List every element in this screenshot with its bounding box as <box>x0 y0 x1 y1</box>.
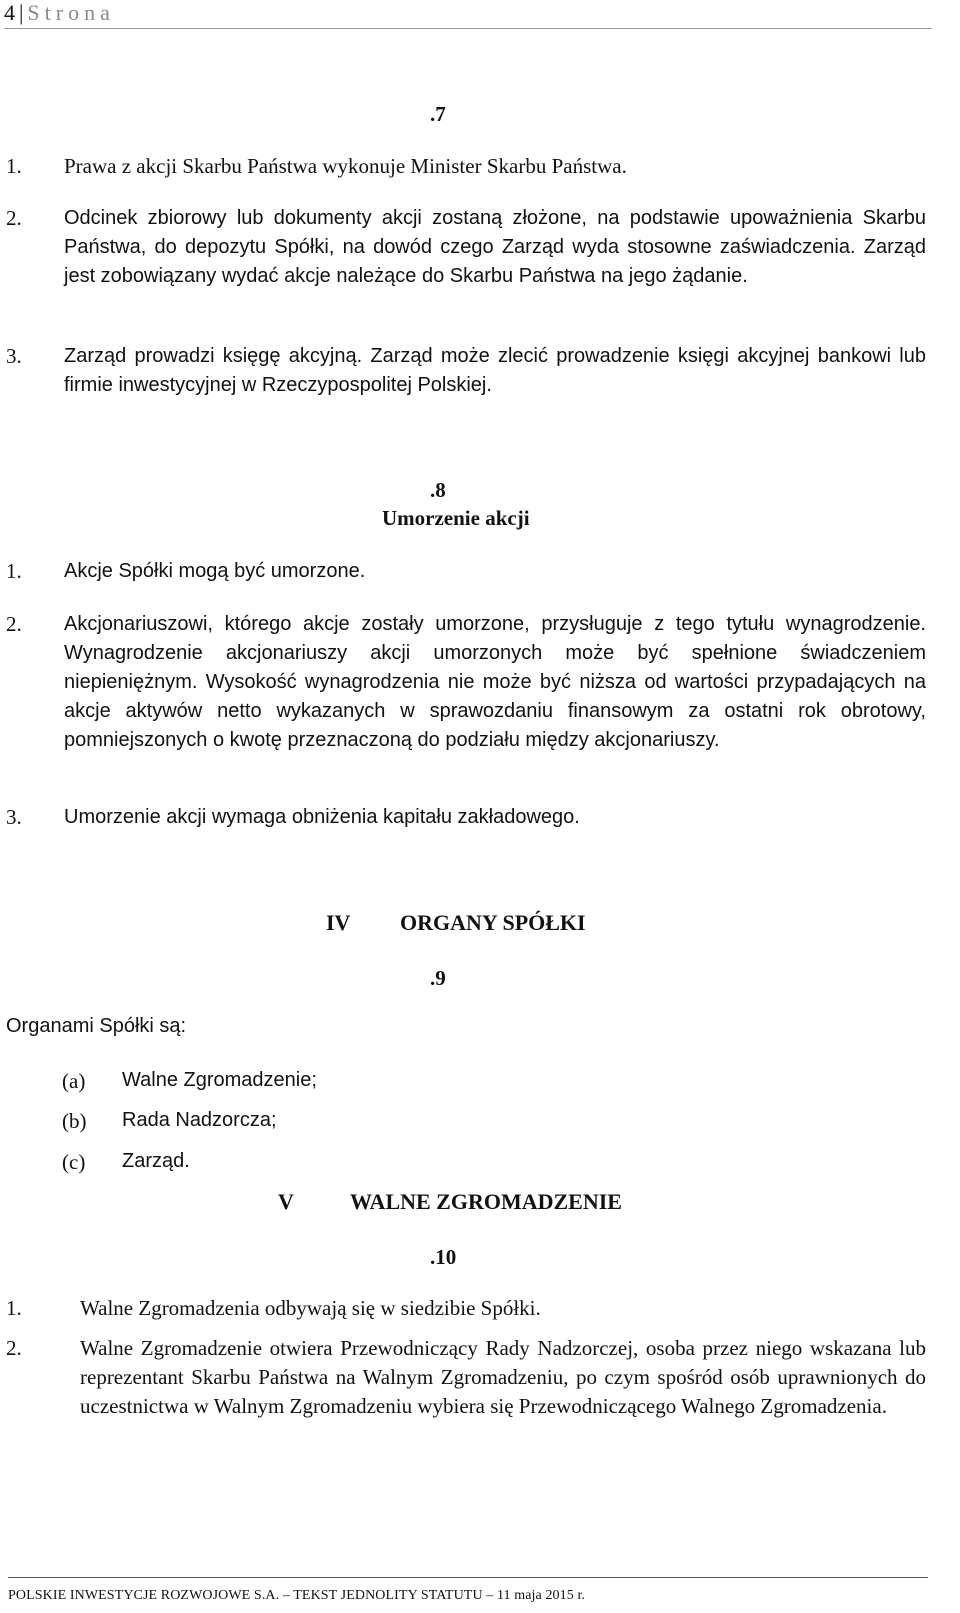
organ-text-c: Zarząd. <box>122 1150 190 1172</box>
item-text: Odcinek zbiorowy lub dokumenty akcji zostaną złożone, na podstawie upoważnienia Skarbu Państwa, do depozytu Spółki, na dowód czego Zarząd wyda stosowne zaświadczenia. Zarząd jest zobowiązany wydać akcje należące do Skarbu Państwa na jego żądanie. <box>64 207 926 287</box>
organ-text-a: Walne Zgromadzenie; <box>122 1069 317 1091</box>
section-mark-8: .8 <box>430 478 446 502</box>
item-text: Akcje Spółki mogą być umorzone. <box>64 560 366 582</box>
organs-intro: Organami Spółki są: <box>6 1015 187 1037</box>
item-number: 2. <box>6 1336 22 1360</box>
organ-label-b: (b) <box>62 1109 87 1133</box>
chapter-v-roman: V <box>278 1189 294 1214</box>
item-text: Zarząd prowadzi księgę akcyjną. Zarząd może zlecić prowadzenie księgi akcyjnej bankowi lub firmie inwestycyjnej w Rzeczypospolitej Polskiej. <box>64 345 926 396</box>
organ-label-a: (a) <box>62 1069 86 1093</box>
item-number: 1. <box>6 154 22 178</box>
page-header <box>4 0 932 29</box>
header-word: Strona <box>27 0 115 25</box>
item-text: Walne Zgromadzenia odbywają się w siedzibie Spółki. <box>80 1296 541 1320</box>
item-number: 3. <box>6 344 22 368</box>
page-footer <box>8 1577 928 1604</box>
item-number: 1. <box>6 1296 22 1320</box>
chapter-iv-roman: IV <box>326 910 351 935</box>
section-mark-9: .9 <box>430 966 446 990</box>
section-title-8: Umorzenie akcji <box>382 506 530 530</box>
item-number: 3. <box>6 805 22 829</box>
sec10-item-1 <box>6 1294 926 1323</box>
organ-label-c: (c) <box>62 1150 86 1174</box>
chapter-v-title: WALNE ZGROMADZENIE <box>350 1189 622 1214</box>
sec7-item-1 <box>6 152 926 181</box>
sec8-item-3 <box>6 803 926 832</box>
sec7-item-2 <box>6 204 926 291</box>
page-number: 4 <box>4 0 15 25</box>
sec10-item-2 <box>6 1334 926 1421</box>
item-number: 2. <box>6 612 22 636</box>
header-separator: | <box>19 0 24 25</box>
chapter-iv-title: ORGANY SPÓŁKI <box>400 910 586 935</box>
sec8-item-1 <box>6 557 926 586</box>
item-number: 2. <box>6 206 22 230</box>
item-text: Akcjonariuszowi, którego akcje zostały umorzone, przysługuje z tego tytułu wynagrodzenie. Wynagrodzenie akcjonariuszy akcji umorzonych może być spełnione świadczeniem niepieniężnym. Wysokość wynagrodzenia nie może być niższa od wartości przypadających na akcje aktywów netto wykazanych w sprawozdaniu finansowym za ostatni rok obrotowy, pomniejszonych o kwotę przeznaczoną do podziału między akcjonariuszy. <box>64 613 926 751</box>
organ-text-b: Rada Nadzorcza; <box>122 1109 277 1131</box>
section-mark-7: .7 <box>430 102 446 126</box>
footer-text: POLSKIE INWESTYCJE ROZWOJOWE S.A. – TEKST JEDNOLITY STATUTU – 11 maja 2015 r. <box>8 1588 586 1603</box>
sec8-item-2 <box>6 610 926 755</box>
item-text: Walne Zgromadzenie otwiera Przewodniczący Rady Nadzorczej, osoba przez niego wskazana lub reprezentant Skarbu Państwa na Walnym Zgromadzeniu, po czym spośród osób uprawnionych do uczestnictwa w Walnym Zgromadzeniu wybiera się Przewodniczącego Walnego Zgromadzenia. <box>80 1336 926 1418</box>
item-text: Prawa z akcji Skarbu Państwa wykonuje Minister Skarbu Państwa. <box>64 154 627 178</box>
section-mark-10: .10 <box>430 1245 457 1269</box>
item-text: Umorzenie akcji wymaga obniżenia kapitału zakładowego. <box>64 806 580 828</box>
sec7-item-3 <box>6 342 926 400</box>
item-number: 1. <box>6 559 22 583</box>
